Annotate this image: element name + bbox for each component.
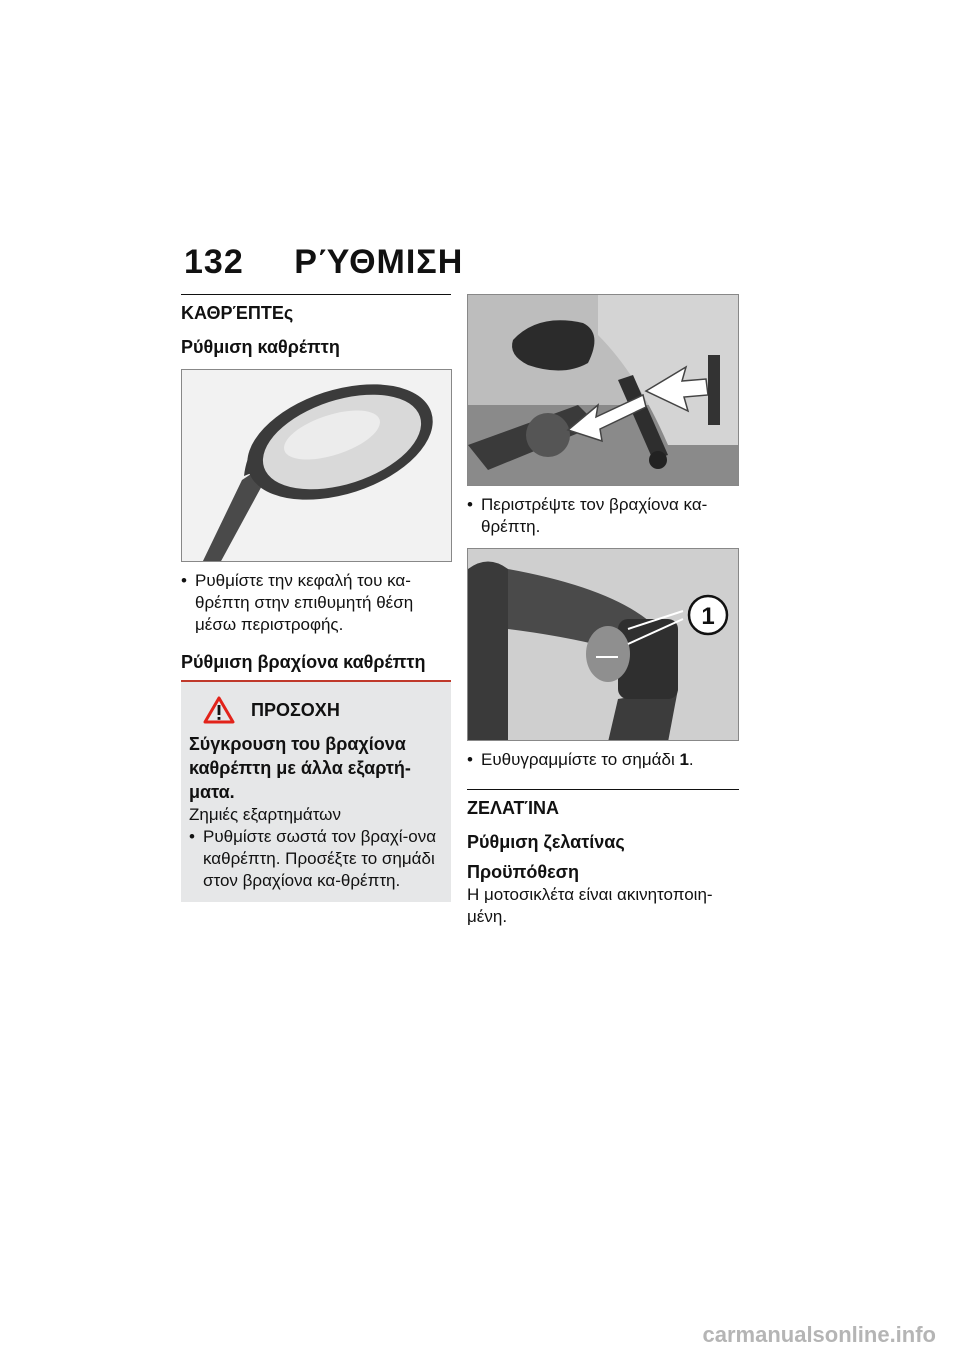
page-number: 132 xyxy=(184,243,244,281)
section-title-mirrors: ΚΑΘΡΈΠΤΕς xyxy=(181,303,294,323)
subtitle-mirror-adjust: Ρύθμιση καθρέπτη xyxy=(181,337,340,357)
watermark: carmanualsonline.info xyxy=(702,1322,936,1347)
left-column xyxy=(181,294,451,902)
instruction-rotate-head: • Ρυθμίστε την κεφαλή του κα-θρέπτη στην επιθυμητή θέση μέσω περιστροφής. xyxy=(181,570,451,636)
warning-triangle-icon xyxy=(203,696,235,724)
warning-header xyxy=(203,696,443,724)
subtitle-windshield-adjust: Ρύθμιση ζελατίνας xyxy=(467,832,625,852)
warning-box xyxy=(181,682,451,902)
callout-number: 1 xyxy=(701,603,715,630)
mirror-head-illustration xyxy=(182,370,452,562)
warning-consequence: Ζημιές εξαρτημάτων xyxy=(189,805,341,824)
warning-label: ΠΡΟΣΟΧΗ xyxy=(251,699,340,720)
alignment-mark-illustration xyxy=(468,549,739,741)
right-column xyxy=(467,294,739,928)
section-rule-windshield xyxy=(467,789,739,790)
instruction-align-mark: • Ευθυγραμμίστε το σημάδι 1. xyxy=(467,749,739,771)
mark-reference: 1 xyxy=(679,750,689,769)
mirror-arm-illustration xyxy=(468,295,739,486)
warning-instruction: • Ρυθμίστε σωστά τον βραχί-ονα καθρέπτη. Προσέξτε το σημάδι στον βραχίονα κα-θρέπτη. xyxy=(189,826,443,892)
chapter-title: ΡΎΘΜΙΣΗ xyxy=(294,243,464,281)
subtitle-prerequisite: Προϋπόθεση xyxy=(467,862,579,882)
mirror-arm-figure xyxy=(467,294,739,486)
page-header xyxy=(184,243,463,282)
subtitle-arm-adjust: Ρύθμιση βραχίονα καθρέπτη xyxy=(181,652,426,672)
prerequisite-text: Η μοτοσικλέτα είναι ακινητοποιη-μένη. xyxy=(467,885,713,926)
section-title-windshield: ΖΕΛΑΤΊΝΑ xyxy=(467,798,560,818)
warning-hazard: Σύγκρουση του βραχίονα καθρέπτη με άλλα εξαρτή-ματα. xyxy=(189,734,411,802)
instruction-rotate-arm: • Περιστρέψτε τον βραχίονα κα-θρέπτη. xyxy=(467,494,739,538)
alignment-mark-figure xyxy=(467,548,739,741)
mirror-head-figure xyxy=(181,369,452,562)
section-rule xyxy=(181,294,451,295)
